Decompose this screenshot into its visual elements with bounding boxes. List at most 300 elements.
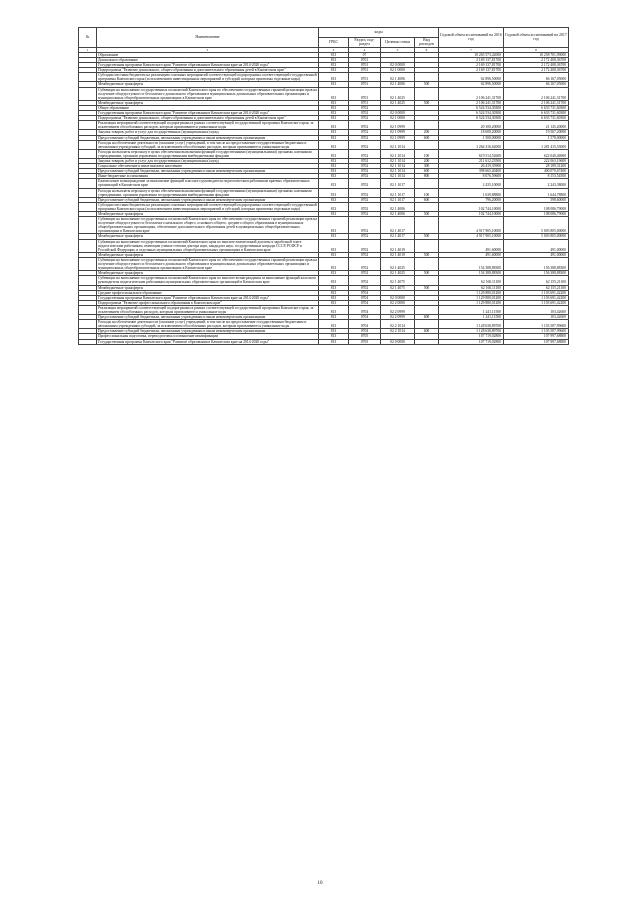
row-razdel-cell: 0704 bbox=[349, 300, 381, 305]
row-grbs-cell: 813 bbox=[319, 334, 349, 339]
row-name-cell: Государственная программа Камчатского края "Развитие образования в Камчатском крае на 2014-2020 годы" bbox=[97, 63, 319, 68]
row-name-cell: Расходы на выплаты персоналу в целях обеспечения выполнения функций государственными (муниципальными) органами, казенными учреждениями, органами управления государственными внебюджетными фондами bbox=[97, 149, 319, 158]
header-razdel: Раздел, под-раздел bbox=[349, 38, 381, 48]
row-number-cell bbox=[79, 179, 97, 188]
row-csr-cell: 02 1 1014 bbox=[381, 164, 415, 169]
row-razdel-cell: 0702 bbox=[349, 276, 381, 285]
row-vr-cell bbox=[415, 179, 439, 188]
row-name-cell: Реализация мероприятий соответствующей подпрограммы в рамках соответствующей государственной программы Камчатского края, за исключением обособленных расходов, которым присваиваются уникальные коды bbox=[97, 305, 319, 314]
row-razdel-cell: 0702 bbox=[349, 158, 381, 163]
row-grbs-cell: 813 bbox=[319, 315, 349, 320]
row-razdel-cell: 0701 bbox=[349, 58, 381, 63]
row-csr-cell: 02 1 4006 bbox=[381, 82, 415, 87]
row-2017-cell: 2 172 408,36700 bbox=[504, 58, 569, 63]
row-2016-cell: 2 169 137,81700 bbox=[439, 63, 504, 68]
row-csr-cell: 02 1 1014 bbox=[381, 140, 415, 149]
row-razdel-cell: 0702 bbox=[349, 217, 381, 234]
row-2016-cell: 1 129 880,01200 bbox=[439, 290, 504, 295]
row-razdel-cell: 0701 bbox=[349, 100, 381, 105]
row-grbs-cell: 813 bbox=[319, 116, 349, 121]
row-name-cell: Субвенции на выполнение государственных полномочий Камчатского края по выплате вознаграждения за выполнение функций классного руководителя педагогическим работникам муниципальных образовательных организаций в Камчатском крае bbox=[97, 276, 319, 285]
row-2017-cell: 6 633 731,60300 bbox=[504, 111, 569, 116]
row-grbs-cell: 813 bbox=[319, 73, 349, 82]
row-razdel-cell: 0702 bbox=[349, 212, 381, 217]
row-2017-cell: 66 167,05000 bbox=[504, 82, 569, 87]
row-razdel-cell: 0702 bbox=[349, 164, 381, 169]
row-csr-cell: 02 1 1014 bbox=[381, 158, 415, 163]
row-vr-cell: 800 bbox=[415, 174, 439, 179]
row-number-cell bbox=[79, 149, 97, 158]
row-name-cell: Государственная программа Камчатского края "Развитие образования в Камчатском крае на 2014-2020 годы" bbox=[97, 111, 319, 116]
row-2017-cell: 491,00000 bbox=[504, 252, 569, 257]
row-grbs-cell: 813 bbox=[319, 58, 349, 63]
row-number-cell bbox=[79, 276, 97, 285]
row-csr-cell: 02 1 0999 bbox=[381, 130, 415, 135]
row-2016-cell: 2 106 241,31700 bbox=[439, 100, 504, 105]
row-2017-cell: 1 103 587,99600 bbox=[504, 320, 569, 329]
row-2017-cell: 1 103 691,42200 bbox=[504, 290, 569, 295]
row-csr-cell: 02 1 4006 bbox=[381, 212, 415, 217]
row-name-cell: Межбюджетные трансферты bbox=[97, 82, 319, 87]
row-csr-cell: 02 2 0999 bbox=[381, 315, 415, 320]
row-2016-cell: 2 106 241,31700 bbox=[439, 87, 504, 100]
row-csr-cell: 02 1 1014 bbox=[381, 174, 415, 179]
row-razdel-cell: 0702 bbox=[349, 257, 381, 270]
row-2017-cell: 1 578,00000 bbox=[504, 135, 569, 140]
row-razdel-cell: 0705 bbox=[349, 334, 381, 339]
col-num: 3 bbox=[319, 47, 349, 52]
row-grbs-cell: 813 bbox=[319, 276, 349, 285]
row-name-cell: Субвенции на выполнение государственных полномочий Камчатского края по обеспечению государственных гарантий реализации прав на получение общедоступного и бесплатного дошкольного образования в муниципальных дошкольных образовательных организациях и муниципальных общеобразовательных организациях в Камчатском крае bbox=[98, 257, 318, 271]
row-csr-cell: 02 1 4019 bbox=[381, 239, 415, 252]
page-number: 10 bbox=[317, 881, 323, 886]
row-grbs-cell: 813 bbox=[319, 320, 349, 329]
row-2016-cell: 6 524 534,30300 bbox=[439, 116, 504, 121]
header-row bbox=[79, 28, 569, 38]
row-razdel-cell: 0702 bbox=[349, 169, 381, 174]
row-grbs-cell: 813 bbox=[319, 290, 349, 295]
row-name-cell: Межбюджетные трансферты bbox=[97, 285, 319, 290]
row-razdel-cell: 0704 bbox=[349, 315, 381, 320]
row-2017-cell: 1 103 691,42200 bbox=[504, 295, 569, 300]
row-grbs-cell: 813 bbox=[319, 169, 349, 174]
row-razdel-cell: 0701 bbox=[349, 68, 381, 73]
table-row bbox=[79, 320, 569, 329]
row-csr-cell: 02 1 4017 bbox=[381, 217, 415, 234]
row-csr-cell: 02 0 0000 bbox=[381, 295, 415, 300]
row-2017-cell: 5 003 805,00000 bbox=[504, 217, 569, 234]
row-razdel-cell: 0702 bbox=[349, 149, 381, 158]
table-row bbox=[79, 87, 569, 100]
row-2016-cell: 4 917 905,10000 bbox=[439, 234, 504, 239]
row-razdel-cell: 07 bbox=[349, 52, 381, 57]
header-vr: Вид расходов bbox=[415, 38, 439, 48]
row-grbs-cell: 813 bbox=[319, 300, 349, 305]
row-razdel-cell: 0702 bbox=[349, 271, 381, 276]
row-2016-cell: 18 600,20000 bbox=[439, 130, 504, 135]
row-2017-cell: 6 633 731,60300 bbox=[504, 116, 569, 121]
row-2017-cell: 103,42600 bbox=[504, 305, 569, 314]
row-2016-cell: 62 896,50000 bbox=[439, 82, 504, 87]
header-2017: Годовой объем ассигнований на 2017 год bbox=[504, 28, 569, 48]
row-2016-cell: 8 076,59600 bbox=[439, 174, 504, 179]
row-razdel-cell: 0704 bbox=[349, 305, 381, 314]
document-page bbox=[78, 27, 568, 345]
row-csr-cell: 02 1 4075 bbox=[381, 276, 415, 285]
row-csr-cell: 02 1 0999 bbox=[381, 121, 415, 130]
row-2017-cell: 107 997,68800 bbox=[504, 339, 569, 344]
row-grbs-cell: 813 bbox=[319, 87, 349, 100]
row-vr-cell bbox=[415, 276, 439, 285]
row-grbs-cell: 813 bbox=[319, 100, 349, 105]
header-codes: коды bbox=[319, 28, 439, 38]
row-2017-cell: 156 388,88300 bbox=[504, 271, 569, 276]
row-2016-cell: 1 264 316,62000 bbox=[439, 140, 504, 149]
row-grbs-cell: 813 bbox=[319, 234, 349, 239]
row-vr-cell bbox=[415, 339, 439, 344]
row-name-cell: Закупка товаров, работ и услуг для государственных (муниципальных) нужд bbox=[97, 158, 319, 163]
row-name-cell: Расходы на обеспечение деятельности (оказание услуг) учреждений, в том числе на предоставление государственным бюджетным и автономным учреждениям субсидий, за исключением обособленных расходов, которым присваиваются уникальные коды bbox=[97, 320, 319, 329]
row-vr-cell: 500 bbox=[415, 285, 439, 290]
row-2017-cell: 5 003 805,00000 bbox=[504, 234, 569, 239]
table-row bbox=[79, 217, 569, 234]
row-2017-cell: 28 189,31200 bbox=[504, 164, 569, 169]
row-2017-cell: 6 633 731,60300 bbox=[504, 105, 569, 110]
row-vr-cell: 600 bbox=[415, 135, 439, 140]
row-vr-cell bbox=[415, 202, 439, 211]
row-grbs-cell: 813 bbox=[319, 164, 349, 169]
row-2016-cell: 2 169 137,81700 bbox=[439, 68, 504, 73]
table-row bbox=[79, 202, 569, 211]
row-razdel-cell: 0702 bbox=[349, 174, 381, 179]
row-vr-cell: 100 bbox=[415, 188, 439, 197]
table-row bbox=[79, 339, 569, 344]
row-vr-cell: 500 bbox=[415, 82, 439, 87]
row-name-cell: Субвенции на выполнение государственных полномочий Камчатского края по выплате ежемесячной доплаты к заработной плате педагогическим работникам, имеющим ученые степени доктора наук, кандидата наук, государственные награды СССР, РСФСР и Российской Федерации, в отдельных муниципальных общеобразовательных организациях в Камчатском крае bbox=[97, 239, 319, 252]
col-num: 6 bbox=[415, 47, 439, 52]
row-razdel-cell: 0702 bbox=[349, 140, 381, 149]
row-2016-cell: 619 514,52600 bbox=[439, 149, 504, 158]
row-vr-cell: 500 bbox=[415, 252, 439, 257]
row-csr-cell: 02 0 0000 bbox=[381, 111, 415, 116]
row-number-cell bbox=[79, 239, 97, 252]
header-no: № bbox=[79, 28, 97, 48]
row-grbs-cell: 813 bbox=[319, 305, 349, 314]
row-grbs-cell: 813 bbox=[319, 82, 349, 87]
row-vr-cell: 500 bbox=[415, 212, 439, 217]
row-2017-cell: 107 997,68800 bbox=[504, 334, 569, 339]
row-csr-cell: 02 0 0000 bbox=[381, 63, 415, 68]
row-name-cell: Межбюджетные трансферты bbox=[97, 252, 319, 257]
table-row bbox=[79, 188, 569, 197]
table-row bbox=[79, 276, 569, 285]
row-vr-cell bbox=[415, 257, 439, 270]
row-2016-cell: 1 129 880,01200 bbox=[439, 300, 504, 305]
row-2017-cell: 108 086,79000 bbox=[504, 212, 569, 217]
row-2016-cell: 1 129 880,01200 bbox=[439, 295, 504, 300]
row-vr-cell bbox=[415, 239, 439, 252]
row-razdel-cell: 0705 bbox=[349, 339, 381, 344]
col-num: 1 bbox=[79, 47, 97, 52]
row-2017-cell: 8 153,54500 bbox=[504, 174, 569, 179]
row-name-cell: Межбюджетные трансферты bbox=[97, 212, 319, 217]
row-csr-cell: 02 0 0000 bbox=[381, 339, 415, 344]
row-vr-cell bbox=[415, 305, 439, 314]
row-2016-cell: 1 639,88800 bbox=[439, 188, 504, 197]
row-vr-cell bbox=[415, 73, 439, 82]
row-vr-cell bbox=[415, 87, 439, 100]
row-2017-cell: 19 567,20000 bbox=[504, 130, 569, 135]
row-2016-cell: 26 419,35900 bbox=[439, 164, 504, 169]
row-number-cell bbox=[79, 257, 97, 270]
table-body bbox=[79, 52, 569, 344]
row-csr-cell: 02 1 1017 bbox=[381, 197, 415, 202]
row-2016-cell: 154 388,88300 bbox=[439, 271, 504, 276]
row-2017-cell: 2 172 408,36700 bbox=[504, 68, 569, 73]
header-2016: Годовой объем ассигнований на 2016 год bbox=[439, 28, 504, 48]
row-grbs-cell: 813 bbox=[319, 52, 349, 57]
row-vr-cell: 100 bbox=[415, 149, 439, 158]
row-name-cell: Социальное обеспечение и иные выплаты населению bbox=[97, 164, 319, 169]
row-name-cell: Расходы на обеспечение деятельности (оказание услуг) учреждений, в том числе на предоставление государственным бюджетным и автономным учреждениям субсидий, за исключением обособленных расходов, которым присваиваются уникальные коды bbox=[97, 140, 319, 149]
row-grbs-cell: 813 bbox=[319, 179, 349, 188]
row-razdel-cell: 0702 bbox=[349, 111, 381, 116]
row-razdel-cell: 0704 bbox=[349, 329, 381, 334]
row-csr-cell: 02 1 0000 bbox=[381, 68, 415, 73]
row-name-cell: Ежемесячное вознаграждение за выполнение функций классного руководителя педагогическим работникам краевых образовательных организаций в Камчатском крае bbox=[97, 179, 319, 188]
budget-table bbox=[78, 27, 569, 345]
row-number-cell bbox=[79, 305, 97, 314]
col-num: 2 bbox=[97, 47, 319, 52]
row-name-cell: Подпрограмма "Развитие дошкольного, общего образования и дополнительного образования детей в Камчатском крае" bbox=[97, 116, 319, 121]
row-2017-cell: 2 106 241,31700 bbox=[504, 87, 569, 100]
row-csr-cell: 02 2 1014 bbox=[381, 329, 415, 334]
row-razdel-cell: 0702 bbox=[349, 252, 381, 257]
row-name-cell: Расходы на выплаты персоналу в целях обеспечения выполнения функций государственными (муниципальными) органами, казенными учреждениями, органами управления государственными внебюджетными фондами bbox=[97, 188, 319, 197]
row-2017-cell: 156 388,88300 bbox=[504, 257, 569, 270]
row-2017-cell: 2 243,38000 bbox=[504, 179, 569, 188]
row-razdel-cell: 0704 bbox=[349, 320, 381, 329]
row-razdel-cell: 0702 bbox=[349, 197, 381, 202]
row-2016-cell: 796,20000 bbox=[439, 197, 504, 202]
row-vr-cell: 200 bbox=[415, 130, 439, 135]
table-row bbox=[79, 257, 569, 270]
row-name-cell: Предоставление субсидий бюджетным, автономным учреждениям и иным некоммерческим организациям bbox=[97, 329, 319, 334]
row-razdel-cell: 0702 bbox=[349, 116, 381, 121]
row-vr-cell: 300 bbox=[415, 164, 439, 169]
row-2016-cell: 6 524 534,30300 bbox=[439, 105, 504, 110]
row-number-cell bbox=[79, 121, 97, 130]
row-name-cell: Предоставление субсидий бюджетным, автономным учреждениям и иным некоммерческим организациям bbox=[97, 135, 319, 140]
row-2016-cell: 491,60000 bbox=[439, 239, 504, 252]
row-grbs-cell: 813 bbox=[319, 239, 349, 252]
row-number-cell bbox=[79, 188, 97, 197]
row-csr-cell: 02 1 4017 bbox=[381, 234, 415, 239]
table-row bbox=[79, 121, 569, 130]
row-razdel-cell: 0702 bbox=[349, 179, 381, 188]
row-2017-cell: 10 258 701,99000 bbox=[504, 52, 569, 57]
row-csr-cell: 02 1 1014 bbox=[381, 149, 415, 158]
row-2016-cell: 62 160,11100 bbox=[439, 285, 504, 290]
row-name-cell: Закупка товаров, работ и услуг для государственных (муниципальных) нужд bbox=[97, 130, 319, 135]
row-vr-cell: 600 bbox=[415, 169, 439, 174]
row-2017-cell: 62 155,21100 bbox=[504, 276, 569, 285]
row-csr-cell: 02 1 4025 bbox=[381, 257, 415, 270]
row-csr-cell: 02 1 4025 bbox=[381, 87, 415, 100]
row-razdel-cell: 0704 bbox=[349, 295, 381, 300]
row-csr-cell: 02 1 4025 bbox=[381, 271, 415, 276]
row-2016-cell: 107 719,02800 bbox=[439, 334, 504, 339]
row-razdel-cell: 0701 bbox=[349, 73, 381, 82]
row-number-cell bbox=[79, 87, 97, 100]
row-name-cell: Субсидии местным бюджетам на реализацию основных мероприятий соответствующей подпрограммы соответствующей государственной программы Камчатского края (за исключением инвестиционных мероприятий и субсидий, которым присвоены отдельные коды) bbox=[98, 73, 317, 82]
row-csr-cell: 02 1 4025 bbox=[381, 100, 415, 105]
row-grbs-cell: 813 bbox=[319, 202, 349, 211]
row-csr-cell: 02 1 4006 bbox=[381, 202, 415, 211]
row-name-cell: Предоставление субсидий бюджетным, автономным учреждениям и иным некоммерческим организациям bbox=[97, 169, 319, 174]
row-2016-cell: 20 100,20000 bbox=[439, 121, 504, 130]
row-grbs-cell: 813 bbox=[319, 174, 349, 179]
row-grbs-cell: 813 bbox=[319, 212, 349, 217]
row-2016-cell: 62 160,11100 bbox=[439, 276, 504, 285]
row-2016-cell: 2 169 137,81700 bbox=[439, 58, 504, 63]
row-name-cell: Образование bbox=[97, 52, 319, 57]
row-name-cell: Межбюджетные трансферты bbox=[97, 100, 319, 105]
row-2017-cell: 1 281 415,53000 bbox=[504, 140, 569, 149]
row-2016-cell: 2 435,10000 bbox=[439, 179, 504, 188]
row-razdel-cell: 0702 bbox=[349, 188, 381, 197]
row-name-cell: Межбюджетные трансферты bbox=[97, 271, 319, 276]
table-row bbox=[79, 239, 569, 252]
row-grbs-cell: 813 bbox=[319, 271, 349, 276]
row-vr-cell: 600 bbox=[415, 197, 439, 202]
row-2016-cell: 1 128 638,89700 bbox=[439, 320, 504, 329]
header-grbs: ГРБС bbox=[319, 38, 349, 48]
row-name-cell: Субвенции на выполнение государственных полномочий Камчатского края по обеспечению государственных гарантий реализации прав на получение общедоступного и бесплатного начального общего, основного общего, среднего общего образования в муниципальных общеобразовательных организациях, обеспечение дополнительного образования детей в муниципальных общеобразовательных организациях в Камчатском крае bbox=[98, 217, 318, 234]
row-2017-cell: 1 644,78800 bbox=[504, 188, 569, 197]
row-grbs-cell: 813 bbox=[319, 130, 349, 135]
row-2016-cell: 107 719,02800 bbox=[439, 339, 504, 344]
row-vr-cell: 500 bbox=[415, 100, 439, 105]
row-2017-cell: 2 106 241,31700 bbox=[504, 100, 569, 105]
row-grbs-cell: 813 bbox=[319, 158, 349, 163]
row-razdel-cell: 0704 bbox=[349, 290, 381, 295]
row-2016-cell: 6 524 534,30300 bbox=[439, 111, 504, 116]
row-razdel-cell: 0702 bbox=[349, 285, 381, 290]
row-name-cell: Профессиональная подготовка, переподготовка и повышение квалификации bbox=[97, 334, 319, 339]
header-csr: Целевая статья bbox=[381, 38, 415, 48]
row-grbs-cell: 813 bbox=[319, 105, 349, 110]
row-csr-cell: 02 1 1017 bbox=[381, 188, 415, 197]
row-csr-cell: 02 1 0999 bbox=[381, 135, 415, 140]
row-grbs-cell: 813 bbox=[319, 111, 349, 116]
row-name-cell: Подпрограмма "Развитие дошкольного, общего образования и дополнительного образования детей в Камчатском крае" bbox=[97, 68, 319, 73]
row-csr-cell: 02 1 1017 bbox=[381, 179, 415, 188]
row-grbs-cell: 813 bbox=[319, 188, 349, 197]
row-2016-cell: 1 128 638,89700 bbox=[439, 329, 504, 334]
row-2017-cell: 400 070,67400 bbox=[504, 169, 569, 174]
row-2017-cell: 66 167,05000 bbox=[504, 73, 569, 82]
row-name-cell: Иные бюджетные ассигнования bbox=[97, 174, 319, 179]
row-vr-cell bbox=[415, 121, 439, 130]
row-vr-cell: 600 bbox=[415, 315, 439, 320]
row-name-cell: Государственная программа Камчатского края "Развитие образования в Камчатском крае на 2014-2020 годы" bbox=[97, 339, 319, 344]
row-grbs-cell: 813 bbox=[319, 257, 349, 270]
row-razdel-cell: 0702 bbox=[349, 121, 381, 130]
row-csr-cell: 02 2 0000 bbox=[381, 300, 415, 305]
row-name-cell: Государственная программа Камчатского края "Развитие образования в Камчатском крае на 2014-2020 годы" bbox=[97, 295, 319, 300]
row-2016-cell: 102 744,10000 bbox=[439, 202, 504, 211]
row-grbs-cell: 813 bbox=[319, 329, 349, 334]
row-name-cell: Межбюджетные трансферты bbox=[97, 234, 319, 239]
row-2017-cell: 222 063,19600 bbox=[504, 158, 569, 163]
col-num: 4 bbox=[349, 47, 381, 52]
row-2017-cell: 2 172 408,36700 bbox=[504, 63, 569, 68]
row-2016-cell: 10 265 573,42000 bbox=[439, 52, 504, 57]
row-2017-cell: 622 040,46900 bbox=[504, 149, 569, 158]
row-grbs-cell: 813 bbox=[319, 285, 349, 290]
row-2017-cell: 21 145,20000 bbox=[504, 121, 569, 130]
row-vr-cell bbox=[415, 217, 439, 234]
row-2017-cell: 103,42600 bbox=[504, 315, 569, 320]
row-grbs-cell: 813 bbox=[319, 252, 349, 257]
row-csr-cell: 02 1 1014 bbox=[381, 169, 415, 174]
table-row bbox=[79, 305, 569, 314]
row-name-cell: Предоставление субсидий бюджетным, автономным учреждениям и иным некоммерческим организациям bbox=[97, 197, 319, 202]
row-name-cell: Субсидии местным бюджетам на реализацию основных мероприятий соответствующей подпрограммы соответствующей государственной программы Камчатского края (за исключением инвестиционных мероприятий и субсидий, которым присвоены отдельные коды) bbox=[98, 202, 317, 211]
row-name-cell: Общее образование bbox=[97, 105, 319, 110]
row-razdel-cell: 0702 bbox=[349, 234, 381, 239]
table-row bbox=[79, 149, 569, 158]
row-2017-cell: 491,00000 bbox=[504, 239, 569, 252]
row-csr-cell: 02 2 0999 bbox=[381, 305, 415, 314]
row-name-cell: Среднее профессиональное образование bbox=[97, 290, 319, 295]
row-2017-cell: 108 086,79000 bbox=[504, 202, 569, 211]
row-grbs-cell: 813 bbox=[319, 295, 349, 300]
row-csr-cell: 02 1 4006 bbox=[381, 73, 415, 82]
row-number-cell bbox=[79, 202, 97, 211]
row-vr-cell bbox=[415, 140, 439, 149]
table-row bbox=[79, 179, 569, 188]
row-2017-cell: 1 103 587,99600 bbox=[504, 329, 569, 334]
row-vr-cell: 600 bbox=[415, 329, 439, 334]
row-grbs-cell: 813 bbox=[319, 135, 349, 140]
table-row bbox=[79, 73, 569, 82]
row-2016-cell: 211 612,23500 bbox=[439, 158, 504, 163]
col-num: 7 bbox=[439, 47, 504, 52]
row-vr-cell: 500 bbox=[415, 271, 439, 276]
row-razdel-cell: 0702 bbox=[349, 135, 381, 140]
row-grbs-cell: 813 bbox=[319, 197, 349, 202]
row-name-cell: Предоставление субсидий бюджетным, автономным учреждениям и иным некоммерческим организациям bbox=[97, 315, 319, 320]
row-vr-cell: 500 bbox=[415, 234, 439, 239]
row-grbs-cell: 813 bbox=[319, 68, 349, 73]
row-grbs-cell: 813 bbox=[319, 339, 349, 344]
row-razdel-cell: 0702 bbox=[349, 105, 381, 110]
row-name-cell: Субвенции на выполнение государственных полномочий Камчатского края по обеспечению государственных гарантий реализации прав на получение общедоступного и бесплатного дошкольного образования в муниципальных дошкольных образовательных организациях и муниципальных общеобразовательных организациях в Камчатском крае bbox=[98, 87, 318, 100]
row-razdel-cell: 0701 bbox=[349, 87, 381, 100]
row-2017-cell: 62 155,21100 bbox=[504, 285, 569, 290]
row-razdel-cell: 0702 bbox=[349, 202, 381, 211]
row-2016-cell: 1 500,00000 bbox=[439, 135, 504, 140]
row-number-cell bbox=[79, 320, 97, 329]
row-grbs-cell: 813 bbox=[319, 140, 349, 149]
row-razdel-cell: 0702 bbox=[349, 130, 381, 135]
row-razdel-cell: 0701 bbox=[349, 63, 381, 68]
row-csr-cell: 02 1 4075 bbox=[381, 285, 415, 290]
row-grbs-cell: 813 bbox=[319, 217, 349, 234]
row-2016-cell: 62 896,50000 bbox=[439, 73, 504, 82]
